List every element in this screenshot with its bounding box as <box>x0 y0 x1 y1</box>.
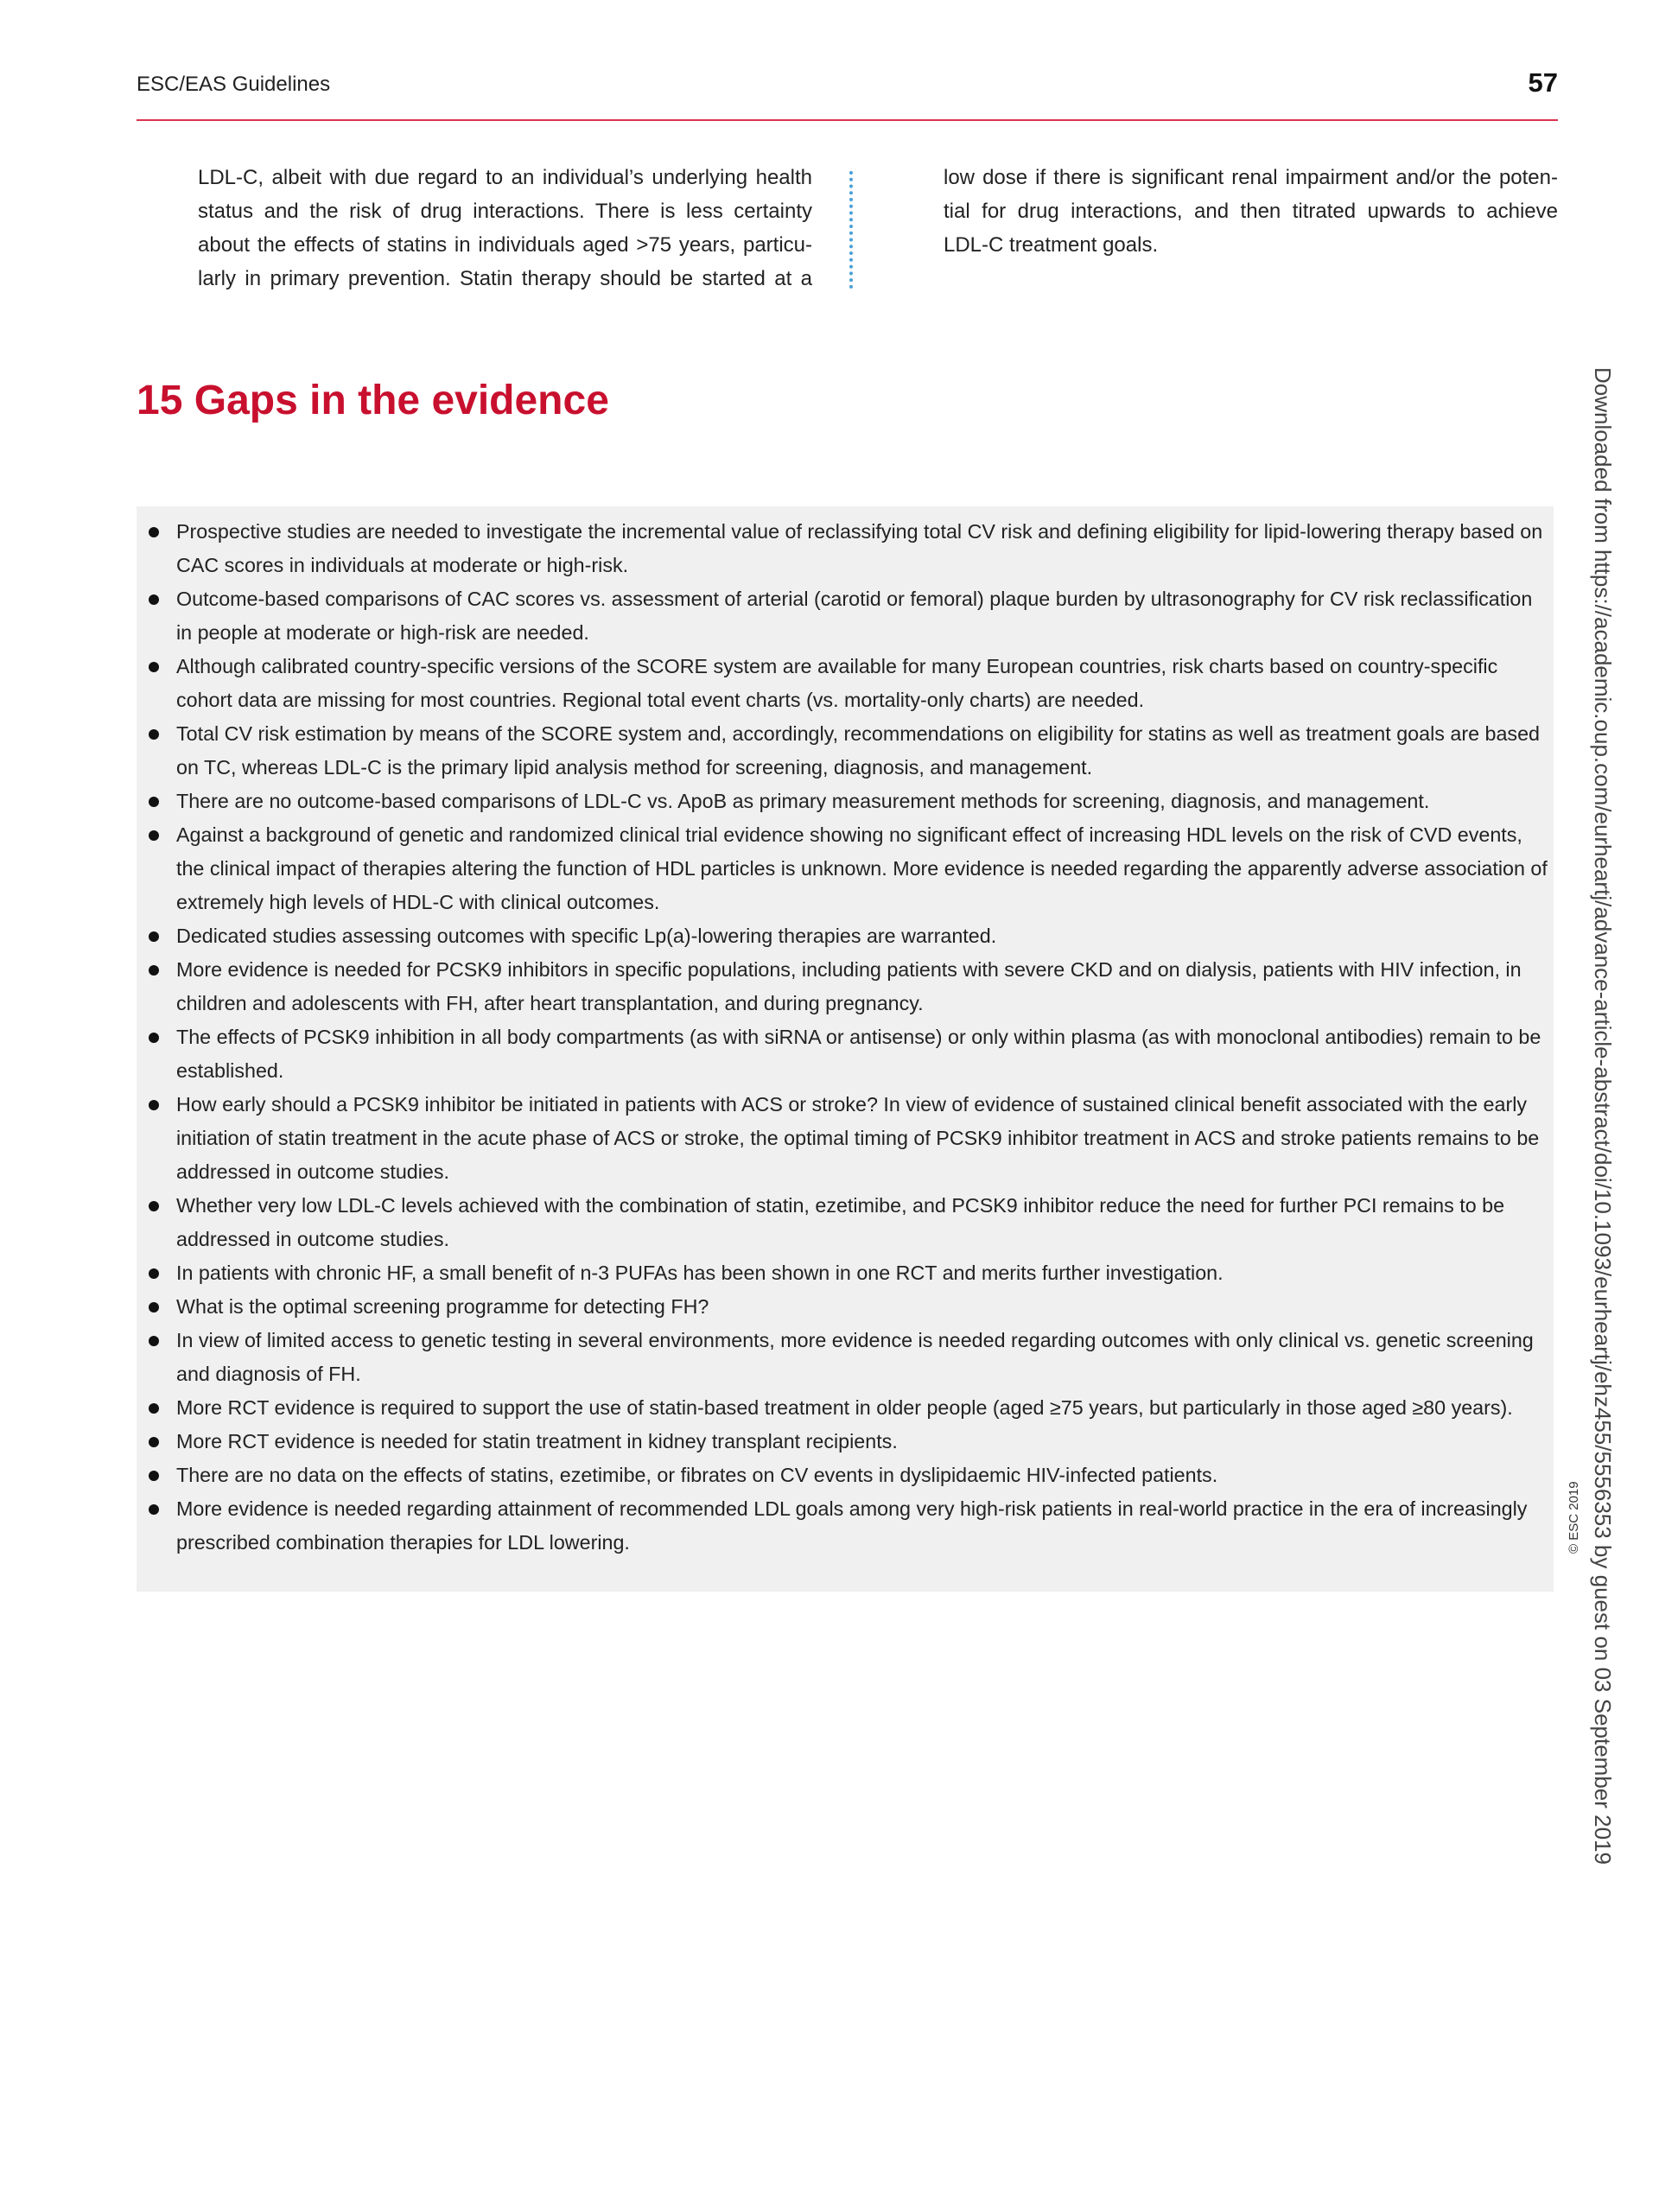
bullet-icon <box>149 1268 159 1279</box>
gap-item <box>137 919 1554 953</box>
text-line: status and the risk of drug interactions. There is less certainty <box>198 200 812 223</box>
gap-text: Outcome-based comparisons of CAC scores vs. assessment of arterial (carotid or femoral) plaque burden by ultrasonography for CV risk reclassification in people at moderate or high-risk are needed. <box>176 588 1533 644</box>
gap-item <box>137 515 1554 582</box>
gap-item <box>137 1088 1554 1189</box>
text-line: tial for drug interactions, and then titrated upwards to achieve <box>944 200 1558 223</box>
running-head: ESC/EAS Guidelines <box>137 73 331 96</box>
text-line: low dose if there is significant renal impairment and/or the poten- <box>944 166 1558 189</box>
gap-item <box>137 650 1554 717</box>
bullet-icon <box>149 662 159 672</box>
gap-item <box>137 582 1554 650</box>
bullet-icon <box>149 965 159 976</box>
gaps-list <box>137 515 1554 1560</box>
gap-text: More RCT evidence is needed for statin treatment in kidney transplant recipients. <box>176 1430 898 1452</box>
section-title: 15 Gaps in the evidence <box>137 378 609 423</box>
gap-text: More evidence is needed regarding attainment of recommended LDL goals among very high-risk patients in real-world practice in the era of increasingly prescribed combination therapies for LDL lowering. <box>176 1497 1528 1554</box>
bullet-icon <box>149 1100 159 1110</box>
download-watermark: Downloaded from https://academic.oup.com/eurheartj/advance-article-abstract/doi/10.1093/eurheartj/ehz455/5556353 by guest on 03 September 2019 <box>1590 367 1616 1865</box>
bullet-icon <box>149 1336 159 1346</box>
gap-text: More RCT evidence is required to support the use of statin-based treatment in older people (aged ≥75 years, but particularly in those aged ≥80 years). <box>176 1396 1513 1419</box>
bullet-icon <box>149 527 159 537</box>
bullet-icon <box>149 931 159 942</box>
page-number: 57 <box>1528 67 1558 98</box>
gap-text: There are no data on the effects of statins, ezetimibe, or fibrates on CV events in dyslipidaemic HIV-infected patients. <box>176 1464 1218 1486</box>
text-line: LDL-C treatment goals. <box>944 233 1159 257</box>
gap-item <box>137 1020 1554 1088</box>
top-text-left-column <box>198 161 812 296</box>
gap-text: More evidence is needed for PCSK9 inhibitors in specific populations, including patients with severe CKD and on dialysis, patients with HIV infection, in children and adolescents with FH, after heart transplantation, and during pregnancy. <box>176 958 1522 1014</box>
gap-item <box>137 953 1554 1020</box>
gap-item <box>137 785 1554 818</box>
text-line: larly in primary prevention. Statin therapy should be started at a <box>198 267 812 290</box>
gap-text: In patients with chronic HF, a small benefit of n-3 PUFAs has been shown in one RCT and merits further investigation. <box>176 1262 1224 1284</box>
gap-text: In view of limited access to genetic testing in several environments, more evidence is needed regarding outcomes with only clinical vs. genetic screening and diagnosis of FH. <box>176 1329 1534 1385</box>
gaps-in-evidence-box <box>137 506 1554 1592</box>
gap-text: How early should a PCSK9 inhibitor be initiated in patients with ACS or stroke? In view of evidence of sustained clinical benefit associated with the early initiation of statin treatment in the acute phase of ACS or stroke, the optimal timing of PCSK9 inhibitor treatment in ACS and stroke patients remains to be addressed in outcome studies. <box>176 1093 1540 1183</box>
top-text-right-column <box>944 161 1558 262</box>
bullet-icon <box>149 1471 159 1481</box>
bullet-icon <box>149 830 159 841</box>
header-rule <box>137 119 1558 121</box>
gap-item <box>137 1459 1554 1492</box>
bullet-icon <box>149 1201 159 1211</box>
text-line: LDL-C, albeit with due regard to an individual’s underlying health <box>198 166 812 189</box>
gap-text: What is the optimal screening programme for detecting FH? <box>176 1295 709 1318</box>
bullet-icon <box>149 1504 159 1515</box>
bullet-icon <box>149 797 159 807</box>
gap-item <box>137 717 1554 785</box>
gap-text: Prospective studies are needed to investigate the incremental value of reclassifying total CV risk and defining eligibility for lipid-lowering therapy based on CAC scores in individuals at moderate or high-risk. <box>176 520 1543 576</box>
copyright-notice: © ESC 2019 <box>1567 1481 1581 1554</box>
gap-item <box>137 1492 1554 1560</box>
gap-text: Against a background of genetic and randomized clinical trial evidence showing no significant effect of increasing HDL levels on the risk of CVD events, the clinical impact of therapies altering the function of HDL particles is unknown. More evidence is needed regarding the apparently adverse association of extremely high levels of HDL-C with clinical outcomes. <box>176 823 1548 913</box>
gap-item <box>137 1324 1554 1391</box>
gap-item <box>137 1256 1554 1290</box>
bullet-icon <box>149 1302 159 1313</box>
bullet-icon <box>149 594 159 605</box>
gap-item <box>137 1425 1554 1459</box>
bullet-icon <box>149 1437 159 1447</box>
gap-item <box>137 1391 1554 1425</box>
bullet-icon <box>149 729 159 740</box>
gap-item <box>137 1290 1554 1324</box>
bullet-icon <box>149 1403 159 1414</box>
text-line: about the effects of statins in individuals aged >75 years, particu- <box>198 233 812 257</box>
gap-item <box>137 818 1554 919</box>
gap-text: Dedicated studies assessing outcomes with specific Lp(a)-lowering therapies are warranted. <box>176 925 997 947</box>
gap-item <box>137 1189 1554 1256</box>
gap-text: Although calibrated country-specific versions of the SCORE system are available for many European countries, risk charts based on country-specific cohort data are missing for most countries. Regional total event charts (vs. mortality-only charts) are needed. <box>176 655 1498 711</box>
bullet-icon <box>149 1033 159 1043</box>
gap-text: There are no outcome-based comparisons of LDL-C vs. ApoB as primary measurement methods for screening, diagnosis, and management. <box>176 790 1430 812</box>
gap-text: Total CV risk estimation by means of the SCORE system and, accordingly, recommendations on eligibility for statins as well as treatment goals are based on TC, whereas LDL-C is the primary lipid analysis method for screening, diagnosis, and management. <box>176 722 1540 779</box>
column-divider <box>849 171 853 289</box>
gap-text: The effects of PCSK9 inhibition in all body compartments (as with siRNA or antisense) or only within plasma (as with monoclonal antibodies) remain to be established. <box>176 1026 1541 1082</box>
gap-text: Whether very low LDL-C levels achieved with the combination of statin, ezetimibe, and PCSK9 inhibitor reduce the need for further PCI remains to be addressed in outcome studies. <box>176 1194 1505 1250</box>
